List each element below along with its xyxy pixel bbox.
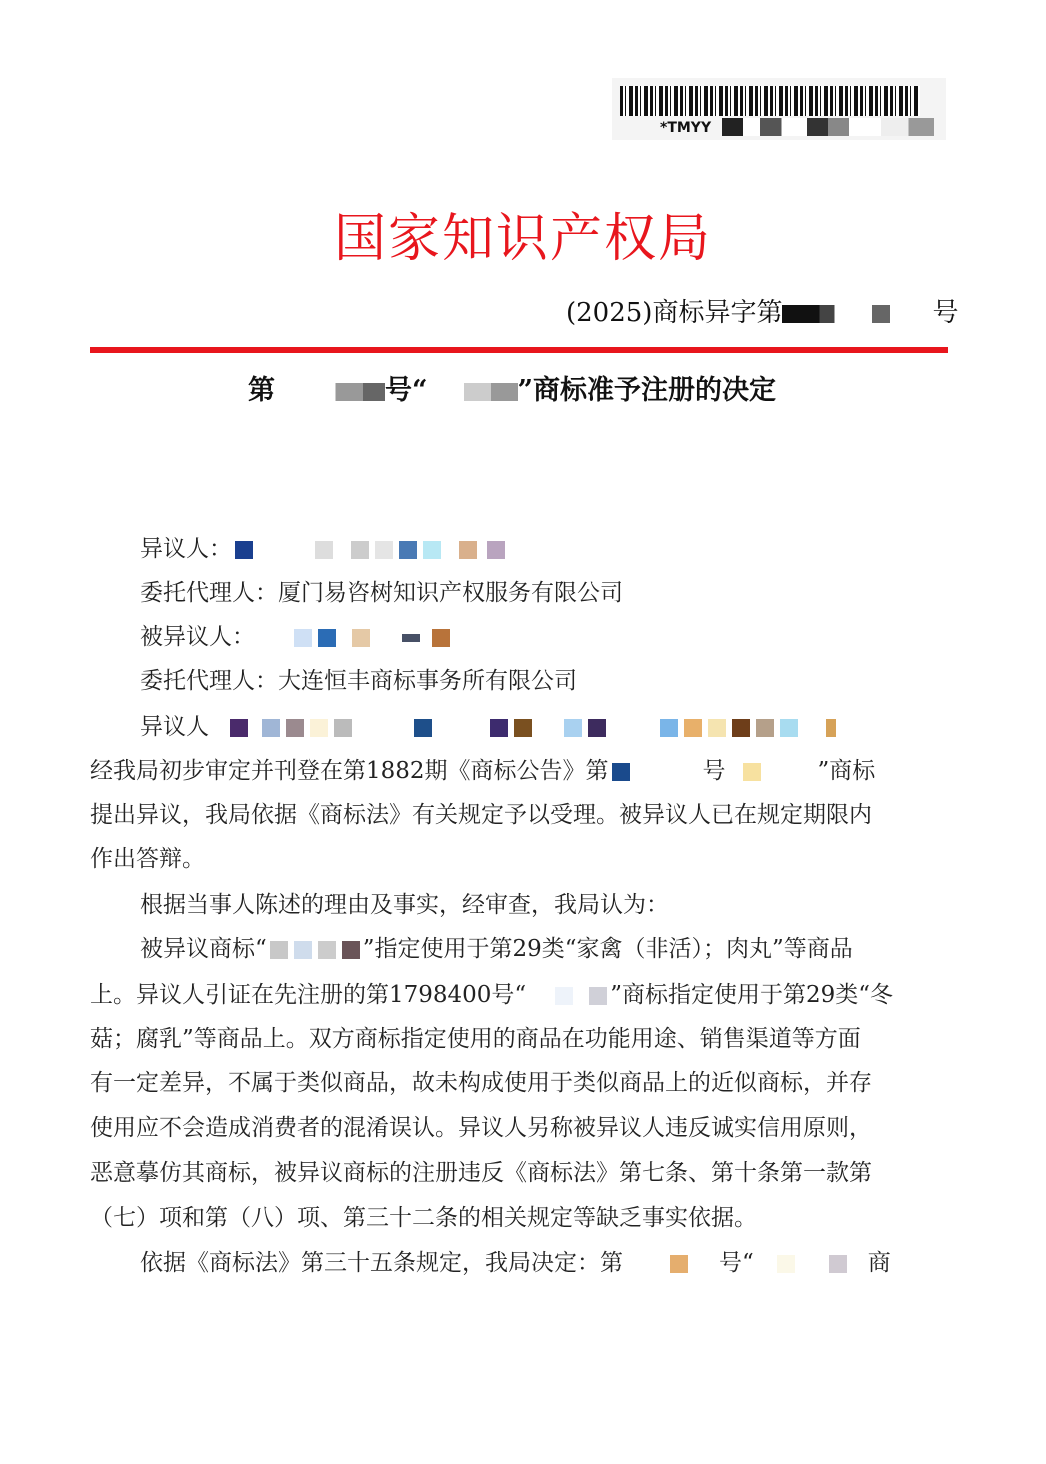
p1-line1-text: 异议人 xyxy=(140,714,209,740)
p1-line2c: ”商标 xyxy=(817,758,876,784)
paragraph-2: 根据当事人陈述的理由及事实，经审查，我局认为： xyxy=(140,892,669,918)
barcode-bars xyxy=(620,86,920,116)
paragraph-1-line-4: 作出答辩。 xyxy=(90,846,205,872)
paragraph-3-line-1 xyxy=(140,934,853,964)
decision-title-part3: ”商标准予注册的决定 xyxy=(517,375,777,406)
p3-line1b: ”指定使用于第29类“家禽（非活）；肉丸”等商品 xyxy=(362,936,853,962)
decision-title-part2: 号“ xyxy=(385,375,428,406)
respondent-label: 被异议人： xyxy=(140,624,255,650)
paragraph-3-line-4: 有一定差异，不属于类似商品，故未构成使用于类似商品上的近似商标，并存 xyxy=(90,1070,872,1096)
redaction-mosaic xyxy=(428,383,518,401)
opponent-line xyxy=(140,534,508,564)
barcode-redaction xyxy=(722,118,934,136)
document-number xyxy=(566,292,958,329)
paragraph-1-line-3: 提出异议，我局依据《商标法》有关规定予以受理。被异议人已在规定期限内 xyxy=(90,802,872,828)
decision-title xyxy=(248,368,776,407)
opponent-agent: 委托代理人：厦门易咨树知识产权服务有限公司 xyxy=(140,580,623,606)
red-divider xyxy=(90,347,948,353)
paragraph-1-line-1 xyxy=(140,712,839,742)
redaction-mosaic xyxy=(275,383,385,401)
document-number-prefix: (2025)商标异字第 xyxy=(566,298,783,328)
respondent-line xyxy=(140,622,453,652)
paragraph-3-line-6: 恶意摹仿其商标，被异议商标的注册违反《商标法》第七条、第十条第一款第 xyxy=(90,1160,872,1186)
paragraph-3-line-5: 使用应不会造成消费者的混淆误认。异议人另称被异议人违反诚实信用原则， xyxy=(90,1115,872,1141)
org-title: 国家知识产权局 xyxy=(333,209,712,269)
barcode xyxy=(612,78,946,140)
barcode-text: *TMYY xyxy=(660,120,712,136)
paragraph-4 xyxy=(140,1248,891,1278)
p4a: 依据《商标法》第三十五条规定，我局决定：第 xyxy=(140,1250,623,1276)
p3-line1a: 被异议商标“ xyxy=(140,936,267,962)
paragraph-3-line-7: （七）项和第（八）项、第三十二条的相关规定等缺乏事实依据。 xyxy=(90,1205,757,1231)
document-number-suffix: 号 xyxy=(932,298,959,328)
p3-line2a: 上。异议人引证在先注册的第1798400号“ xyxy=(90,982,527,1008)
p1-line2b: 号 xyxy=(702,758,726,784)
redaction-mosaic xyxy=(782,305,932,323)
p4c: 商 xyxy=(867,1250,891,1276)
paragraph-3-line-2 xyxy=(90,980,893,1010)
p3-line2b: ”商标指定使用于第29类“冬 xyxy=(610,982,893,1008)
paragraph-1-line-2 xyxy=(90,756,875,786)
opponent-label: 异议人： xyxy=(140,536,232,562)
p4b: 号“ xyxy=(719,1250,754,1276)
paragraph-3-line-3: 菇；腐乳”等商品上。双方商标指定使用的商品在功能用途、销售渠道等方面 xyxy=(90,1026,861,1052)
respondent-agent: 委托代理人：大连恒丰商标事务所有限公司 xyxy=(140,668,577,694)
decision-title-part1: 第 xyxy=(248,375,275,406)
p1-line2a: 经我局初步审定并刊登在第1882期《商标公告》第 xyxy=(90,758,609,784)
